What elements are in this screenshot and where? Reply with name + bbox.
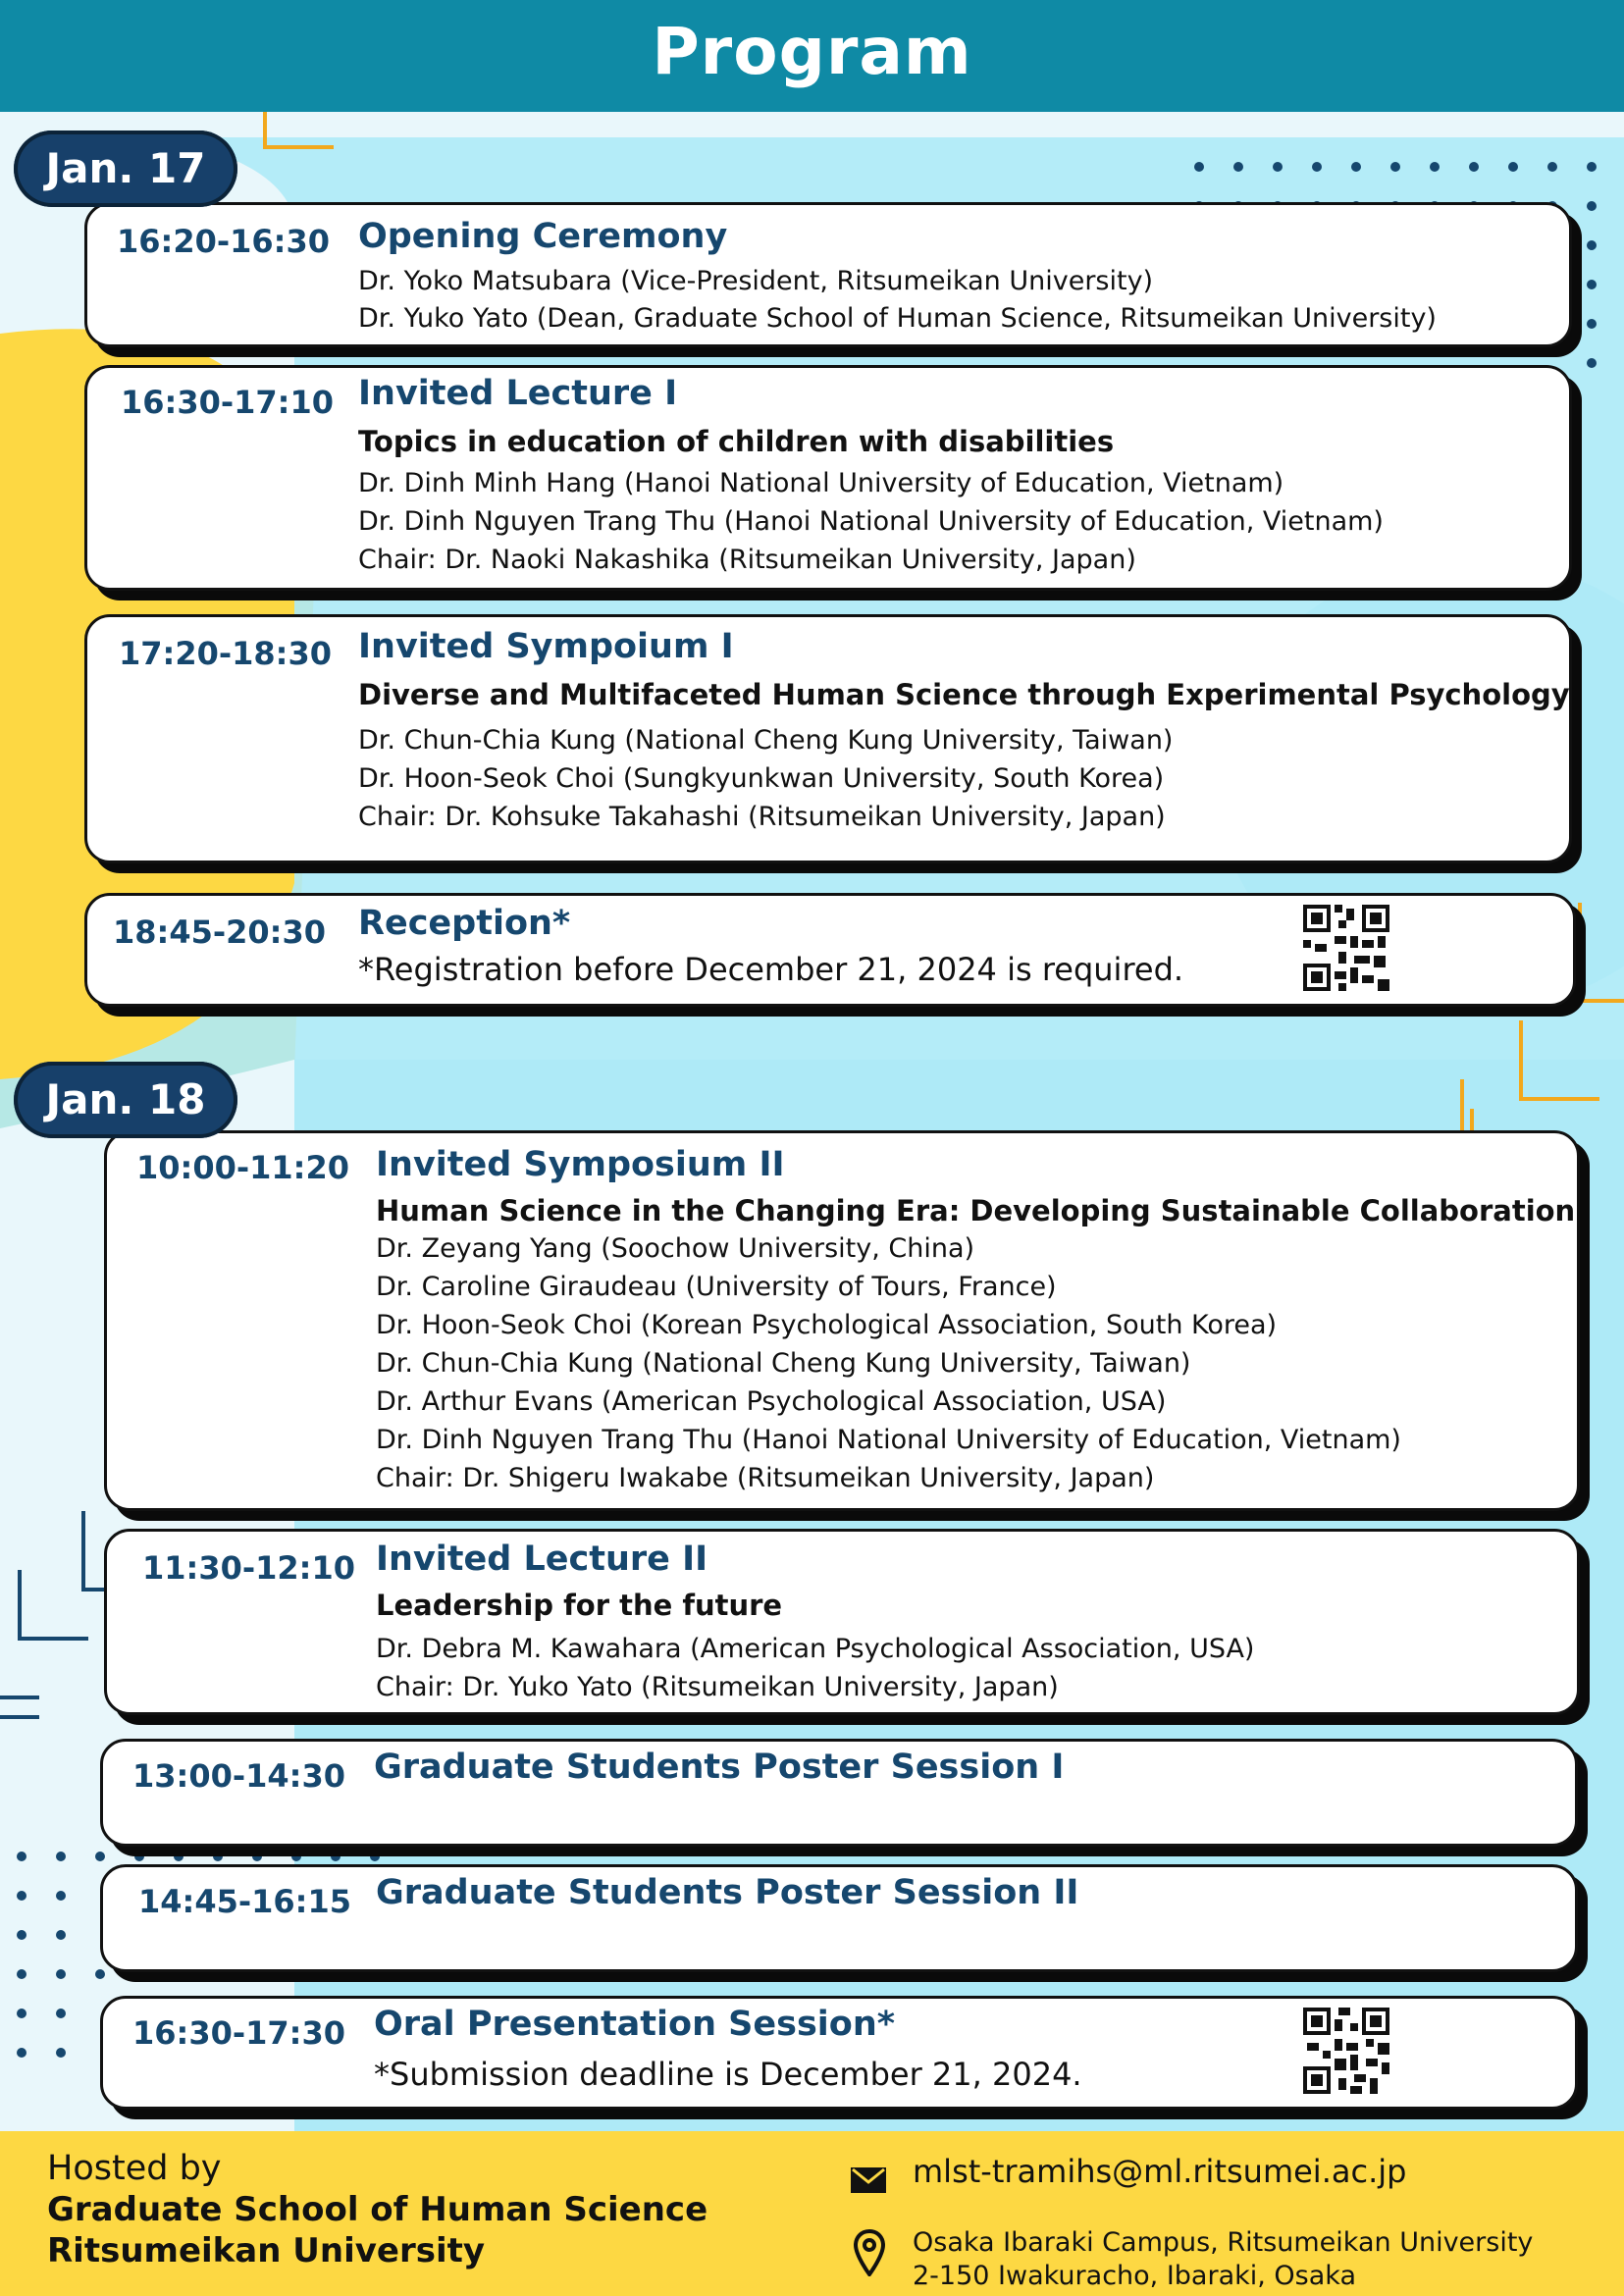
day-badge-jan17: Jan. 17: [14, 130, 237, 207]
event-title: Oral Presentation Session*: [374, 2005, 896, 2044]
event-title: Invited Sympoium I: [358, 627, 734, 666]
event-line: Dr. Dinh Nguyen Trang Thu (Hanoi National University of Education, Vietnam): [376, 1425, 1401, 1455]
mail-icon: [850, 2166, 887, 2194]
event-time: 14:45-16:15: [138, 1883, 351, 1920]
event-title: Invited Lecture I: [358, 374, 678, 413]
event-line: Dr. Chun-Chia Kung (National Cheng Kung University, Taiwan): [376, 1348, 1191, 1379]
event-card-poster-1: [100, 1739, 1578, 1847]
event-title: Graduate Students Poster Session II: [376, 1873, 1079, 1912]
event-line: Chair: Dr. Shigeru Iwakabe (Ritsumeikan University, Japan): [376, 1463, 1155, 1493]
event-note: *Registration before December 21, 2024 is required.: [358, 951, 1184, 988]
event-card-invited-lecture-1: [84, 365, 1572, 591]
header-bar: [0, 0, 1624, 112]
event-time: 16:30-17:30: [132, 2014, 345, 2052]
event-line: Dr. Debra M. Kawahara (American Psychological Association, USA): [376, 1634, 1255, 1664]
event-note: *Submission deadline is December 21, 2024.: [374, 2056, 1082, 2093]
qr-code-reception[interactable]: [1303, 905, 1389, 991]
event-line: Chair: Dr. Naoki Nakashika (Ritsumeikan University, Japan): [358, 545, 1136, 575]
event-title: Invited Lecture II: [376, 1539, 708, 1579]
event-line: Dr. Chun-Chia Kung (National Cheng Kung University, Taiwan): [358, 725, 1174, 756]
host-name-line2: Ritsumeikan University: [47, 2231, 486, 2270]
address-line2: 2-150 Iwakuracho, Ibaraki, Osaka: [913, 2261, 1356, 2291]
contact-email[interactable]: mlst-tramihs@ml.ritsumei.ac.jp: [913, 2153, 1407, 2190]
event-time: 11:30-12:10: [142, 1549, 355, 1587]
event-title: Reception*: [358, 904, 571, 943]
event-line: Dr. Hoon-Seok Choi (Sungkyunkwan University, South Korea): [358, 763, 1165, 794]
event-card-opening: [84, 202, 1572, 347]
event-card-invited-lecture-2: [104, 1529, 1580, 1715]
footer-bar: [0, 2131, 1624, 2296]
event-title: Invited Symposium II: [376, 1145, 785, 1184]
hosted-by-label: Hosted by: [47, 2149, 222, 2188]
event-subtitle: Diverse and Multifaceted Human Science through Experimental Psychology: [358, 678, 1570, 711]
event-line: Chair: Dr. Kohsuke Takahashi (Ritsumeikan University, Japan): [358, 802, 1166, 832]
event-card-symposium-2: [104, 1130, 1580, 1511]
event-line: Dr. Yoko Matsubara (Vice-President, Ritsumeikan University): [358, 266, 1154, 296]
event-time: 10:00-11:20: [136, 1149, 349, 1186]
event-time: 18:45-20:30: [113, 913, 326, 951]
event-line: Dr. Arthur Evans (American Psychological Association, USA): [376, 1386, 1167, 1417]
event-card-symposium-1: [84, 614, 1572, 863]
page-title: Program: [652, 14, 972, 89]
event-line: Dr. Hoon-Seok Choi (Korean Psychological Association, South Korea): [376, 1310, 1278, 1340]
event-time: 16:20-16:30: [117, 223, 330, 260]
event-line: Dr. Yuko Yato (Dean, Graduate School of Human Science, Ritsumeikan University): [358, 303, 1437, 334]
event-subtitle: Leadership for the future: [376, 1589, 783, 1622]
event-time: 13:00-14:30: [132, 1757, 345, 1795]
qr-code-oral-presentation[interactable]: [1303, 2008, 1389, 2094]
event-time: 16:30-17:10: [121, 384, 334, 421]
event-title: Opening Ceremony: [358, 217, 728, 256]
day-badge-jan18: Jan. 18: [14, 1062, 237, 1138]
address-line1: Osaka Ibaraki Campus, Ritsumeikan University: [913, 2227, 1534, 2258]
event-line: Dr. Dinh Minh Hang (Hanoi National University of Education, Vietnam): [358, 468, 1284, 498]
event-time: 17:20-18:30: [119, 635, 332, 672]
event-subtitle: Human Science in the Changing Era: Developing Sustainable Collaboration: [376, 1194, 1576, 1227]
event-line: Chair: Dr. Yuko Yato (Ritsumeikan University, Japan): [376, 1672, 1059, 1702]
location-pin-icon: [854, 2229, 885, 2276]
host-name-line1: Graduate School of Human Science: [47, 2190, 708, 2229]
event-card-poster-2: [100, 1864, 1578, 1972]
event-line: Dr. Dinh Nguyen Trang Thu (Hanoi National University of Education, Vietnam): [358, 506, 1384, 537]
event-line: Dr. Caroline Giraudeau (University of Tours, France): [376, 1272, 1057, 1302]
event-line: Dr. Zeyang Yang (Soochow University, China): [376, 1233, 975, 1264]
event-title: Graduate Students Poster Session I: [374, 1748, 1065, 1787]
event-subtitle: Topics in education of children with disabilities: [358, 425, 1115, 458]
